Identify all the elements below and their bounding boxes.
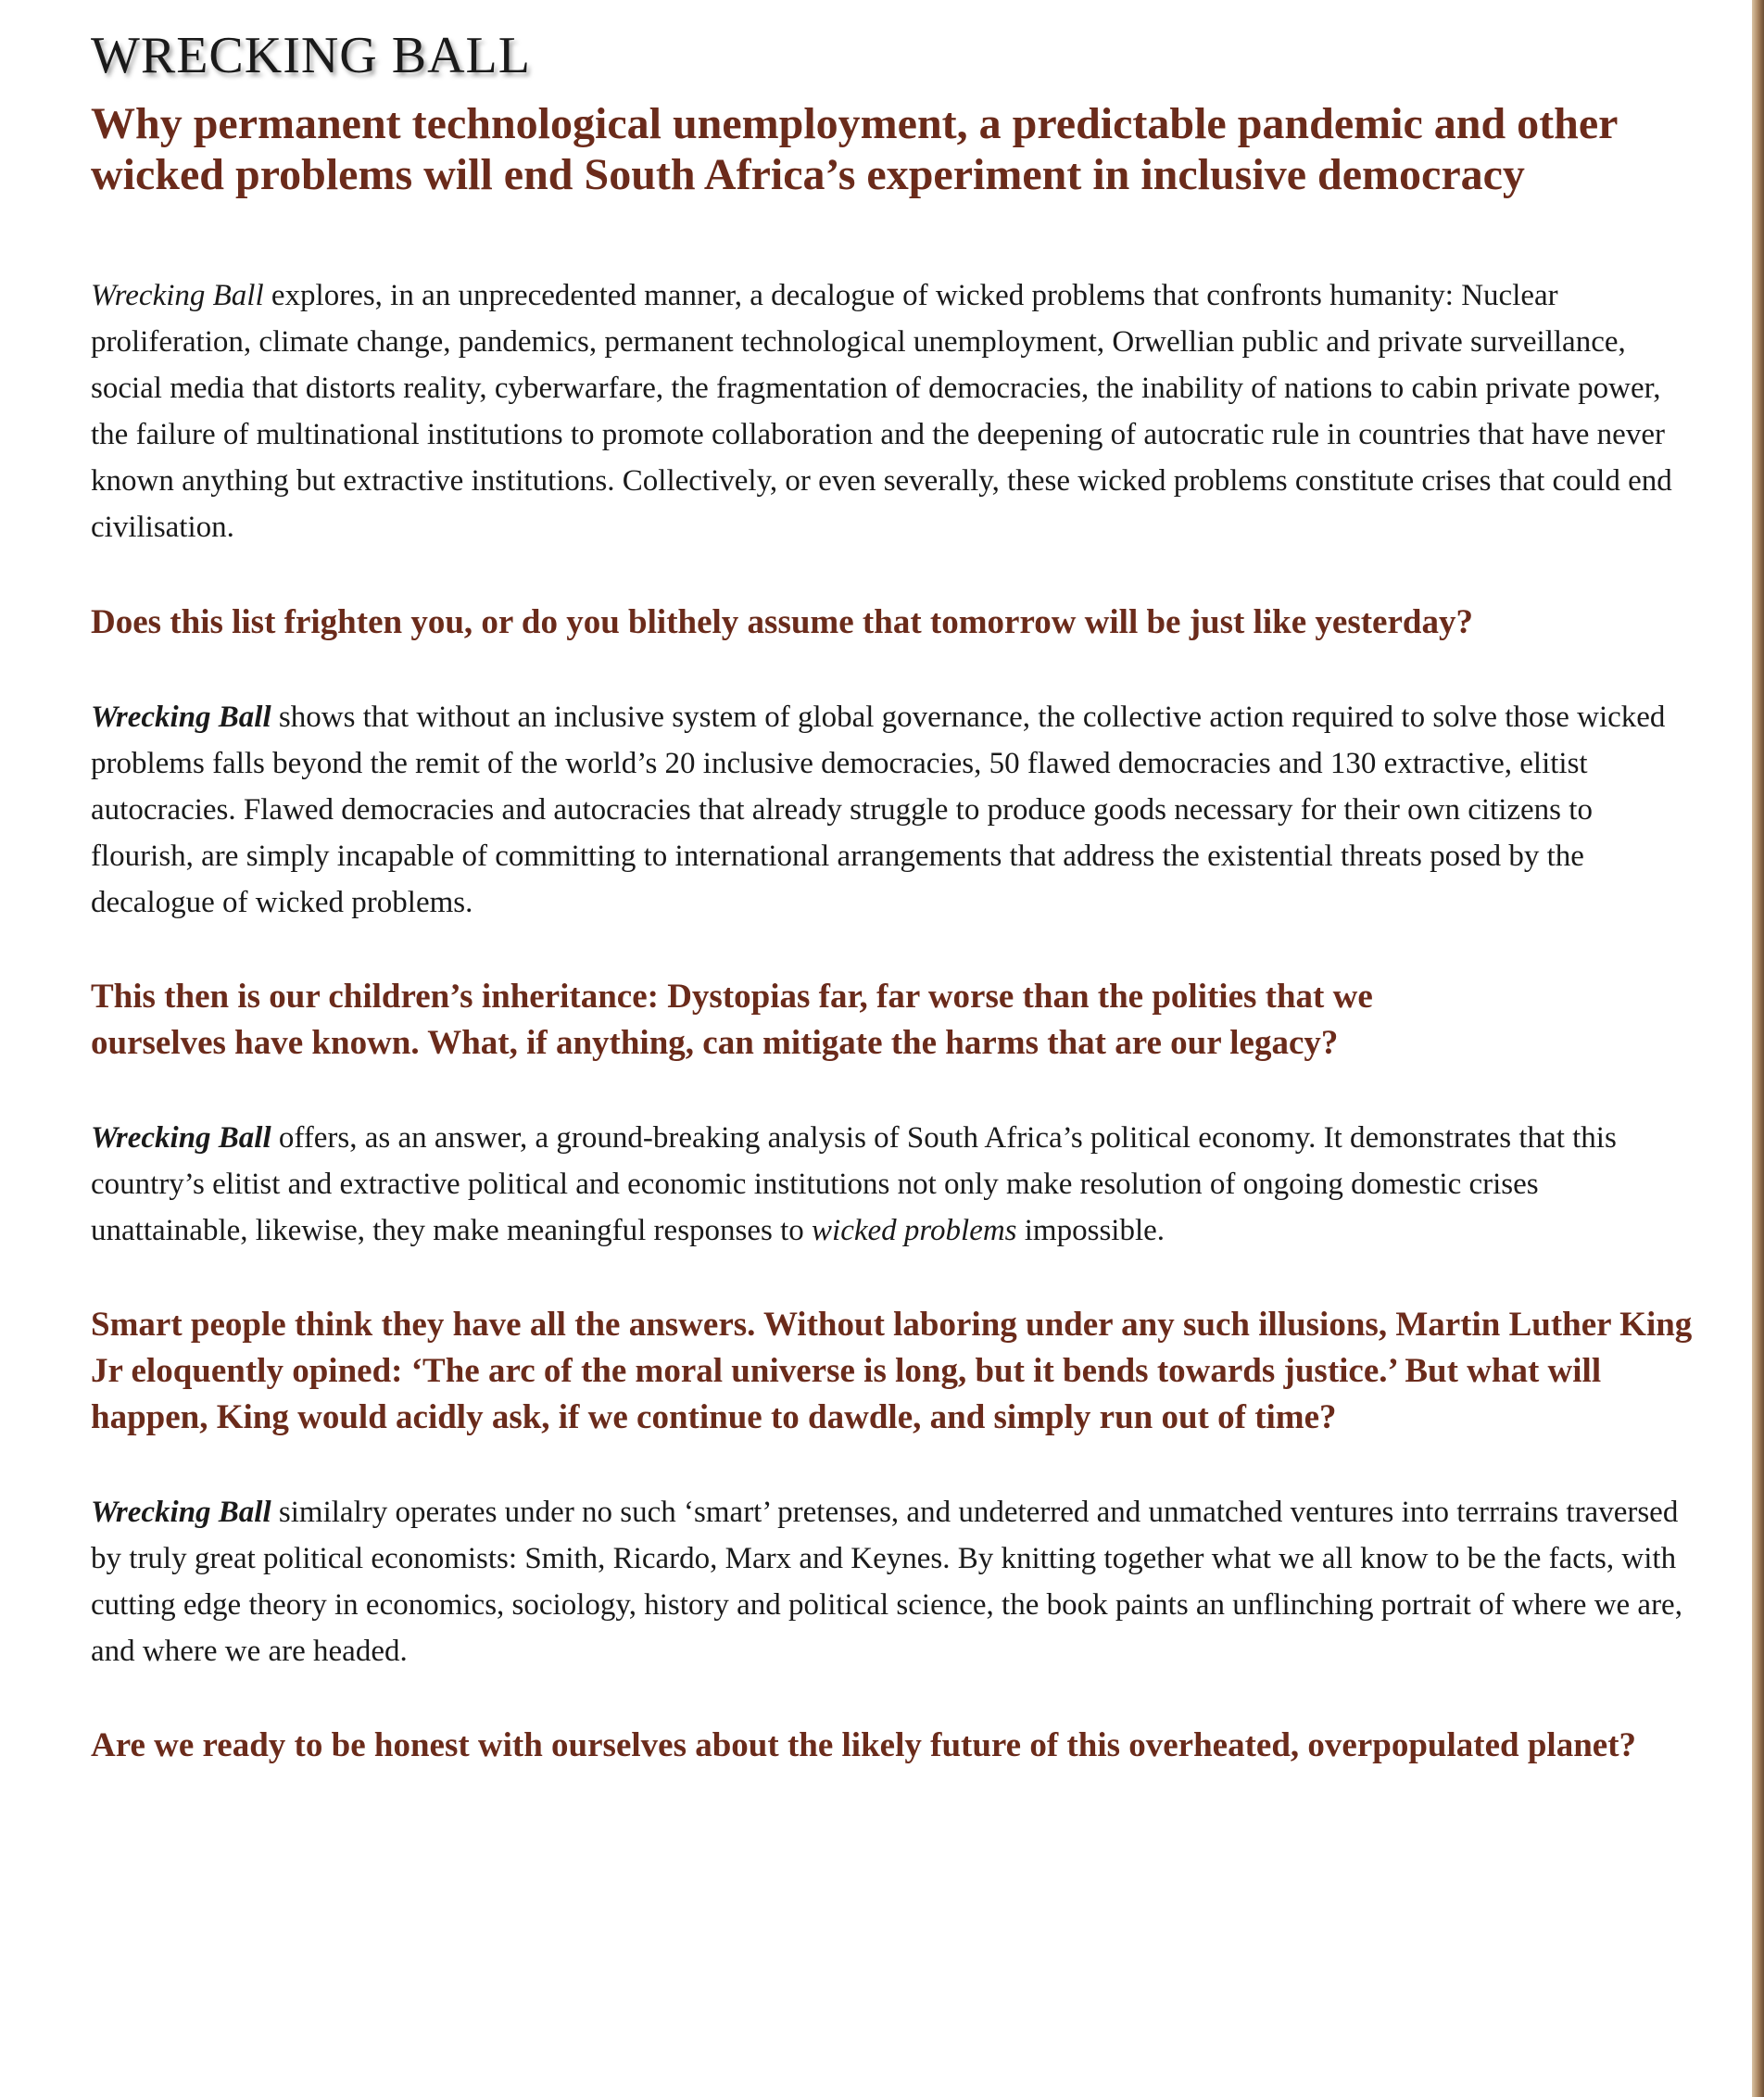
paragraph-text: offers, as an answer, a ground-breaking analysis of South Africa’s political economy. It demonstrates that this country’s elitist and extractive political and economic institutions not only make resolution of ongoing domestic crises unattainable, likewise, they make meaningful responses to	[91, 1121, 1617, 1247]
paragraph-text: similalry operates under no such ‘smart’ pretenses, and undeterred and unmatched ventures into terrrains traversed by truly great political economists: Smith, Ricardo, Marx and Keynes. By knitting together what we all know to be the facts, with cutting edge theory in economics, sociology, history and political science, the book paints an unflinching portrait of where we are, and where we are headed.	[91, 1496, 1682, 1668]
book-title-inline: Wrecking Ball	[91, 1121, 271, 1155]
pull-question: Does this list frighten you, or do you blithely assume that tomorrow will be just like yesterday?	[91, 603, 1473, 641]
description-paragraph	[91, 694, 1703, 926]
book-subtitle: Why permanent technological unemployment, a predictable pandemic and other wicked problems will end South Africa’s experiment in inclusive democracy	[91, 99, 1618, 199]
pull-question: Are we ready to be honest with ourselves about the likely future of this overheated, overpopulated planet?	[91, 1726, 1637, 1764]
book-title-inline: Wrecking Ball	[91, 1496, 271, 1529]
description-paragraph	[91, 1489, 1703, 1674]
paragraph-text: shows that without an inclusive system of global governance, the collective action required to solve those wicked problems falls beyond the remit of the world’s 20 inclusive democracies, 50 flawed democracies and 130 extractive, elitist autocracies. Flawed democracies and autocracies that already struggle to produce goods necessary for their own citizens to flourish, are simply incapable of committing to international arrangements that address the existential threats posed by the decalogue of wicked problems.	[91, 701, 1666, 919]
emphasis-text: wicked problems	[812, 1214, 1017, 1247]
paragraph-text: explores, in an unprecedented manner, a decalogue of wicked problems that confronts humanity: Nuclear proliferation, climate change, pandemics, permanent technological unemployment, Orwellian public and private surveillance, social media that distorts reality, cyberwarfare, the fragmentation of democracies, the inability of nations to cabin private power, the failure of multinational institutions to promote collaboration and the deepening of autocratic rule in countries that have never known anything but extractive institutions. Collectively, or even severally, these wicked problems constitute crises that could end civilisation.	[91, 279, 1672, 544]
paragraph-tail: impossible.	[1016, 1214, 1166, 1247]
book-title-inline: Wrecking Ball	[91, 701, 271, 734]
description-paragraph	[91, 272, 1703, 550]
book-title-inline: Wrecking Ball	[91, 279, 264, 312]
pull-question: This then is our children’s inheritance: Dystopias far, far worse than the polities that we ourselves have known. What, if anything, can mitigate the harms that are our legacy?	[91, 978, 1373, 1062]
description-paragraph	[91, 1115, 1703, 1254]
page-edge-rule	[1752, 0, 1764, 2097]
book-title: WRECKING BALL	[91, 27, 531, 84]
book-description	[91, 20, 1703, 1769]
pull-question: Smart people think they have all the answers. Without laboring under any such illusions, Martin Luther King Jr eloquently opined: ‘The arc of the moral universe is long, but it bends towards justice.’ But what will happen, King would acidly ask, if we continue to dawdle, and simply run out of time?	[91, 1306, 1693, 1436]
